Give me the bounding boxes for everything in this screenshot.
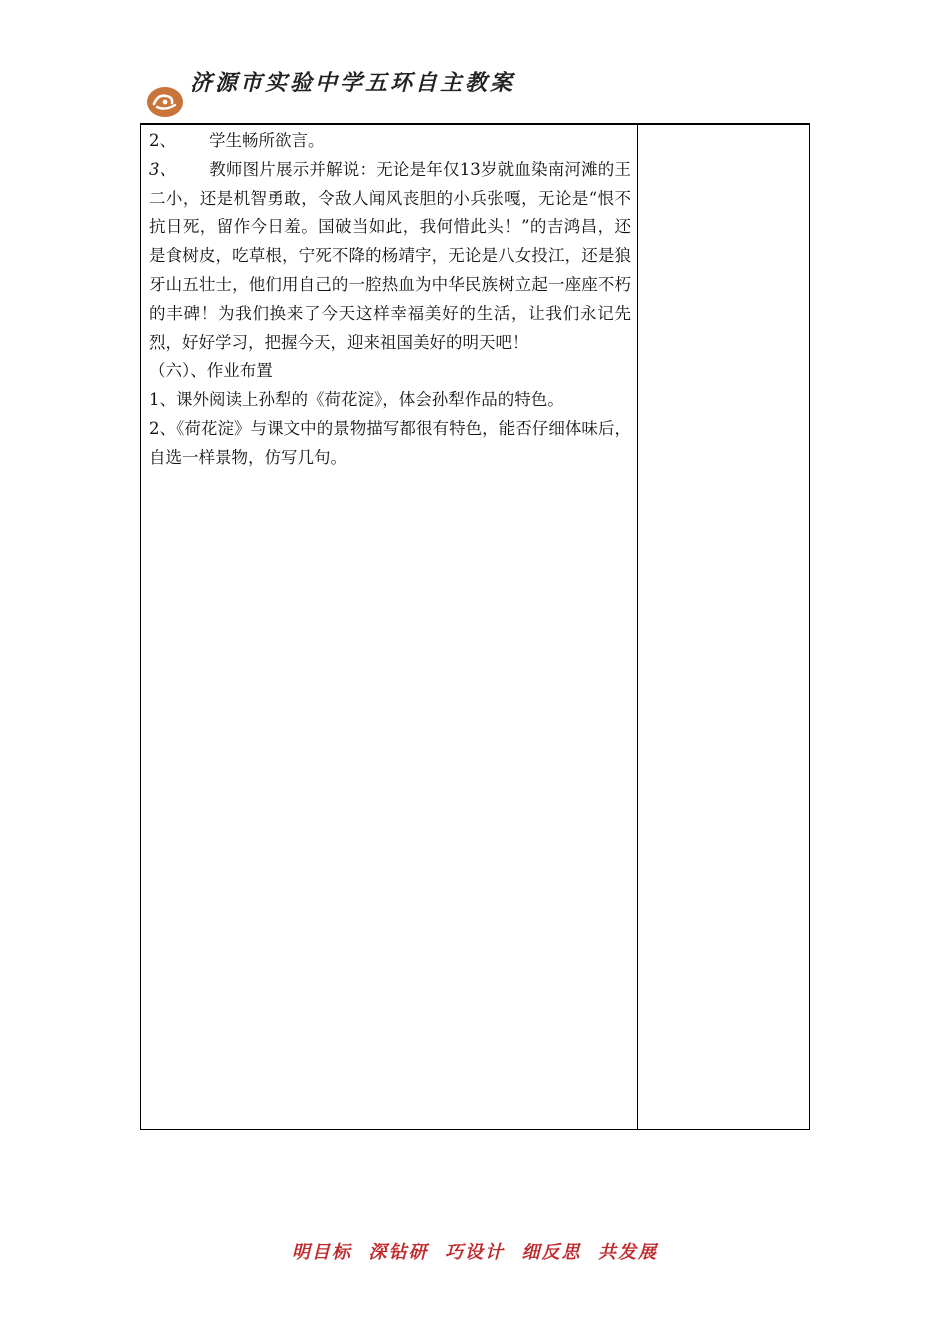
homework-item-1: 1、课外阅读上孙犁的《荷花淀》，体会孙犁作品的特色。 <box>149 390 564 410</box>
homework-item-2: 2、《荷花淀》与课文中的景物描写都很有特色，能否仔细体味后，自选一样景物，仿写几句。 <box>149 418 631 467</box>
lesson-table <box>140 125 810 1130</box>
step-3-number: 3、 <box>149 159 176 179</box>
footer-motto: 明目标 深钻研 巧设计 细反思 共发展 <box>291 1242 659 1263</box>
step-3-text: 教师图片展示并解说：无论是年仅13岁就血染南河滩的王二小，还是机智勇敢，令敌人闻风丧胆的小兵张嘎，无论是“恨不抗日死，留作今日羞。国破当如此，我何惜此头！”的吉鸿昌，还是食树皮，吃草根，宁死不降的杨靖宇，无论是八女投江，还是狼牙山五壮士，他们用自己的一腔热血为中华民族树立起一座座不朽的丰碑！为我们换来了今天这样幸福美好的生活，让我们永记先烈，好好学习，把握今天，迎来祖国美好的明天吧！ <box>149 159 631 352</box>
school-logo-icon <box>146 86 184 118</box>
lesson-content-cell <box>149 127 631 473</box>
step-2 <box>149 127 631 156</box>
section-heading: （六）、作业布置 <box>149 361 273 381</box>
step-2-text: 学生畅所欲言。 <box>209 131 325 150</box>
column-divider <box>637 125 638 1129</box>
step-3 <box>149 156 631 358</box>
step-2-number: 2、 <box>149 131 176 150</box>
school-title: 济源市实验中学五环自主教案 <box>190 70 516 96</box>
